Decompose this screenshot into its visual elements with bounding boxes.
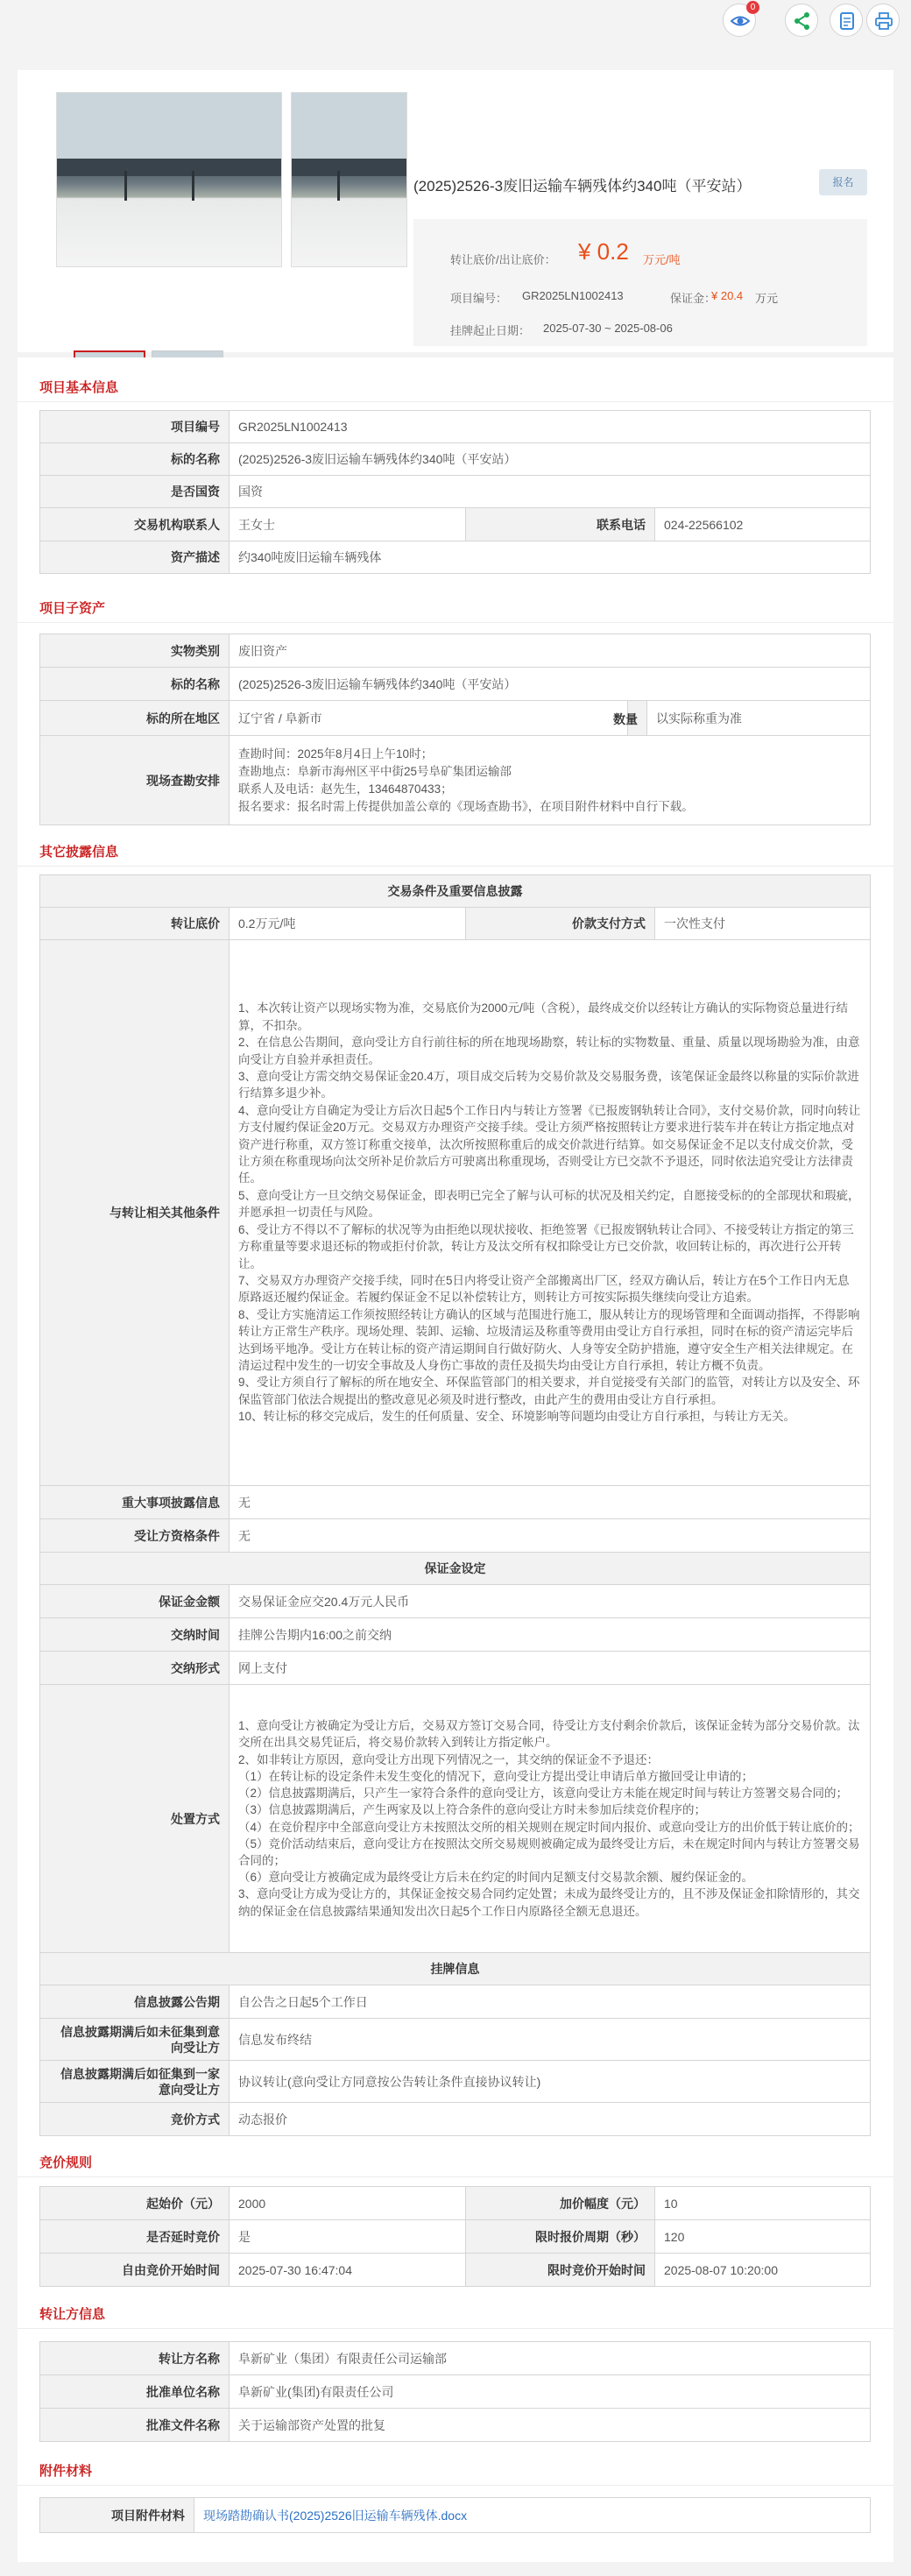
seller-name-key: 转让方名称	[40, 2342, 230, 2375]
period-value-cell: 自公告之日起5个工作日	[230, 1985, 871, 2019]
section-title-attach: 附件材料	[39, 2464, 93, 2479]
block-title-deposit: 保证金设定	[40, 1553, 871, 1585]
limit-start-key: 限时竞价开始时间	[466, 2254, 655, 2287]
period-value: 2025-07-30 ~ 2025-08-06	[543, 322, 673, 335]
quantity-key: 数量	[613, 712, 638, 726]
onebuyer-key: 信息披露期满后如征集到一家意向受让方	[40, 2061, 230, 2103]
condition-line: 1、本次转让资产以现场实物为准，交易底价为2000元/吨（含税），最终成交价以经转让方确认的实际物资总量进行结算，不扣杂。	[238, 1001, 849, 1032]
handle-line: （3）信息披露期满后，产生两家及以上符合条件的意向受让方时未参加后续竞价程序的；	[238, 1803, 707, 1817]
condition-line: 4、意向受让方自确定为受让方后次日起5个工作日内与转让方签署《已报废钢轨转让合同》，支付交易价款，同时向转让方支付履约保证金20万元。交易双方办理资产交接手续。受让方须严格按照转让方要求进行装车并在转让方指定地点对资产进行称重，双方签订称重交接单，汰次所按照称重后的成交价款进行结算。如交易保证金不足以支付成交价款，受让方须在称重现场向汰交所补足价款后方可驶离出称重现场，否则受让方已交款不予退还，同时依法追究受让方法律责任。	[238, 1103, 861, 1185]
pay-key: 价款支付方式	[466, 908, 655, 940]
handle-key: 处置方式	[40, 1685, 230, 1953]
print-button[interactable]	[866, 4, 900, 37]
share-icon	[793, 11, 812, 31]
location-key: 标的所在地区	[40, 701, 230, 736]
major-value: 无	[230, 1486, 871, 1519]
share-button[interactable]	[785, 4, 818, 37]
project-header-card	[18, 70, 893, 352]
free-start-key: 自由竞价开始时间	[40, 2254, 230, 2287]
attachment-table	[39, 2497, 871, 2533]
name-value: (2025)2526-3废旧运输车辆残体约340吨（平安站）	[230, 668, 871, 701]
code-label: 项目编号：	[450, 292, 508, 305]
section-title-seller: 转让方信息	[39, 2307, 106, 2322]
condition-line: 2、在信息公告期间，意向受让方自行前往标的所在地现场勘察，转让标的实物数量、重量、质量以现场勘验为准，由意向受让方自验并承担责任。	[238, 1036, 860, 1066]
deposit-unit: 万元	[755, 292, 779, 305]
amount-key: 保证金金额	[40, 1585, 230, 1618]
eye-icon	[731, 11, 750, 31]
section-title-other: 其它披露信息	[39, 845, 119, 860]
deposit-value: ¥ 20.4	[711, 289, 744, 302]
code-value: GR2025LN1002413	[522, 289, 624, 302]
type-value: 废旧资产	[230, 634, 871, 668]
top-toolbar	[723, 0, 898, 42]
bid-rules-table	[39, 2186, 871, 2287]
conditions-key: 与转让相关其他条件	[40, 940, 230, 1486]
period-label: 挂牌起止日期：	[450, 324, 531, 337]
visit-line: 联系人及电话：赵先生，13464870433；	[238, 782, 453, 796]
visit-value	[230, 736, 871, 825]
nobuyer-value: 信息发布终结	[230, 2019, 871, 2061]
section-title-bid: 竞价规则	[39, 2155, 93, 2170]
handle-line: （2）信息披露期满后，只产生一家符合条件的意向受让方，该意向受让方未能在规定时间与转让方签署交易合同的；	[238, 1787, 849, 1801]
visit-line: 查勘地点：阜新市海州区平中街25号阜矿集团运输部	[238, 764, 512, 778]
time-key: 交纳时间	[40, 1618, 230, 1652]
start-value: 2000	[230, 2187, 466, 2220]
other-info-table	[39, 874, 871, 2136]
side-photo[interactable]	[291, 92, 407, 267]
approve-key: 批准单位名称	[40, 2375, 230, 2409]
limit-key: 限时报价周期（秒）	[466, 2220, 655, 2254]
start-key: 起始价（元）	[40, 2187, 230, 2220]
condition-line: 3、意向受让方需交纳交易保证金20.4万，项目成交后转为交易价款及交易服务费，该笔保证金最终以称量的实际价款进行结算多退少补。	[238, 1070, 859, 1100]
basic-value: (2025)2526-3废旧运输车辆残体约340吨（平安站）	[230, 443, 871, 476]
price-key: 转让底价	[40, 908, 230, 940]
contact-value: 王女士	[230, 508, 466, 541]
document-button[interactable]	[830, 4, 863, 37]
approve-value: 阜新矿业(集团)有限责任公司	[230, 2375, 871, 2409]
location-value: 辽宁省 / 阜新市	[230, 701, 628, 736]
condition-line: 6、受让方不得以不了解标的状况等为由拒绝以现状接收、拒绝签署《已报废钢轨转让合同》、不接受转让方指定的第三方称重量等要求退还标的物或拒付价款，转让方及汰交所有权扣除受让方已交价款，收回转让标的，再次进行公开转让。	[238, 1222, 854, 1270]
time-value: 挂牌公告期内16:00之前交纳	[230, 1618, 871, 1652]
handle-line: （4）在竞价程序中全部意向受让方未按照汰交所的相关规则在规定时间内报价、或意向受让方的出价低于转让底价的；	[238, 1820, 860, 1834]
visit-line: 报名要求：报名时需上传提供加盖公章的《现场查勘书》，在项目附件材料中自行下载。	[238, 799, 694, 813]
nobuyer-key: 信息披露期满后如未征集到意向受让方	[40, 2019, 230, 2061]
major-key: 重大事项披露信息	[40, 1486, 230, 1519]
document-icon	[837, 11, 857, 31]
buyer-key: 受让方资格条件	[40, 1519, 230, 1553]
signup-button[interactable]: 报名	[819, 169, 867, 195]
basic-value: 国资	[230, 476, 871, 508]
basic-key: 项目编号	[40, 411, 230, 443]
quantity-value: 以实际称重为准	[647, 701, 871, 736]
condition-line: 8、受让方实施清运工作须按照经转让方确认的区域与范围进行施工，服从转让方的现场管理和全面调动指挥，不得影响转让方正常生产秩序。现场处理、装卸、运输、垃圾清运及称重等费用由受让方自行承担，同时在标的资产清运完毕后达到场平地净。受让方在转让标的资产清运期间自行做好防火、人身等安全防护措施，遵守安全生产相关法律规定。在清运过程中发生的一切安全事故及人身伤亡事故的责任及损失均由受让方自行承担，转让方概不负责。	[238, 1307, 860, 1372]
name-key: 标的名称	[40, 668, 230, 701]
condition-line: 7、交易双方办理资产交接手续，同时在5日内将受让资产全部搬离出厂区，经双方确认后，转让方在5个工作日内无息原路返还履约保证金。若履约保证金不足以补偿转让方，则转让方可按实际损失继续向受让方追索。	[238, 1273, 850, 1305]
pay-value: 一次性支付	[655, 908, 871, 940]
basic-value: GR2025LN1002413	[230, 411, 871, 443]
handle-value	[230, 1685, 871, 1953]
step-value: 10	[655, 2187, 871, 2220]
form-key: 交纳形式	[40, 1652, 230, 1685]
period-key: 信息披露公告期	[40, 1985, 230, 2019]
free-start-value: 2025-07-30 16:47:04	[230, 2254, 466, 2287]
block-title-listing: 挂牌信息	[40, 1953, 871, 1985]
desc-value: 约340吨废旧运输车辆残体	[230, 541, 871, 574]
method-value: 动态报价	[230, 2103, 871, 2136]
attachment-link[interactable]: 现场踏勘确认书(2025)2526旧运输车辆残体.docx	[203, 2508, 468, 2523]
price-cell: 0.2万元/吨	[230, 908, 466, 940]
condition-line: 5、意向受让方一旦交纳交易保证金，即表明已完全了解与认可标的状况及相关约定，自愿接受标的的全部现状和瑕疵，并愿承担一切责任与风险。	[238, 1188, 860, 1220]
seller-name-value: 阜新矿业（集团）有限责任公司运输部	[230, 2342, 871, 2375]
main-photo[interactable]	[56, 92, 282, 267]
handle-line: 1、意向受让方被确定为受让方后，交易双方签订交易合同，待受让方支付剩余价款后，该保证金转为部分交易价款。汰交所在出具交易凭证后，将交易价款转入到转让方指定帐户。	[238, 1719, 860, 1750]
visit-line: 查勘时间：2025年8月4日上午10时；	[238, 747, 434, 761]
handle-line: 3、意向受让方成为受让方的，其保证金按交易合同约定处置；未成为最终受让方的，且不涉及保证金扣除情形的，其交纳的保证金在信息披露结果通知发出次日起5个工作日内原路径全额无息退还。	[238, 1887, 860, 1918]
print-icon	[874, 11, 893, 31]
desc-key: 资产描述	[40, 541, 230, 574]
condition-line: 10、转让标的移交完成后，发生的任何质量、安全、环境影响等问题均由受让方自行承担，与转让方无关。	[238, 1410, 796, 1424]
price-value: ¥ 0.2	[578, 238, 629, 265]
contact-key: 交易机构联系人	[40, 508, 230, 541]
visit-key: 现场查勘安排	[40, 736, 230, 825]
type-key: 实物类别	[40, 634, 230, 668]
handle-line: （1）在转让标的设定条件未发生变化的情况下，意向受让方提出受让申请后单方撤回受让申请的；	[238, 1769, 754, 1783]
condition-line: 9、受让方须自行了解标的所在地安全、环保监管部门的相关要求，并自觉接受有关部门的监管，对转让方以及安全、环保监管部门依法合规提出的整改意见必须及时进行整改，由此产生的费用由受让方自行承担。	[238, 1376, 860, 1406]
price-unit: 万元/吨	[643, 253, 681, 266]
project-title: (2025)2526-3废旧运输车辆残体约340吨（平安站）	[413, 178, 752, 195]
handle-line: （6）意向受让方被确定成为最终受让方后未在约定的时间内足额支付交易款余额、履约保证金的。	[238, 1871, 754, 1885]
seller-table	[39, 2341, 871, 2442]
block-title-conditions: 交易条件及重要信息披露	[40, 875, 871, 908]
method-key: 竞价方式	[40, 2103, 230, 2136]
sub-asset-table	[39, 633, 871, 825]
section-title-basic: 项目基本信息	[39, 380, 119, 395]
limit-start-value: 2025-08-07 10:20:00	[655, 2254, 871, 2287]
step-key: 加价幅度（元）	[466, 2187, 655, 2220]
delay-value: 是	[230, 2220, 466, 2254]
onebuyer-value: 协议转让(意向受让方同意按公告转让条件直接协议转让)	[230, 2061, 871, 2103]
watch-eye-button[interactable]	[723, 4, 756, 37]
limit-value: 120	[655, 2220, 871, 2254]
delay-key: 是否延时竞价	[40, 2220, 230, 2254]
notification-badge: 0	[746, 1, 759, 14]
price-label: 转让底价/出让底价：	[450, 253, 556, 266]
price-summary-box	[413, 219, 867, 346]
deposit-label: 保证金：	[670, 292, 717, 305]
form-value: 网上支付	[230, 1652, 871, 1685]
section-title-sub: 项目子资产	[39, 601, 106, 616]
phone-value: 024-22566102	[655, 508, 871, 541]
conditions-value	[230, 940, 871, 1486]
attach-key: 项目附件材料	[40, 2498, 194, 2533]
handle-line: （5）竞价活动结束后，意向受让方在按照汰交所交易规则被确定成为最终受让方后，未在规定时间内与转让方签署交易合同的；	[238, 1836, 860, 1867]
basic-key: 是否国资	[40, 476, 230, 508]
phone-key: 联系电话	[466, 508, 655, 541]
amount-value: 交易保证金应交20.4万元人民币	[230, 1585, 871, 1618]
basic-key: 标的名称	[40, 443, 230, 476]
doc-value: 关于运输部资产处置的批复	[230, 2409, 871, 2442]
handle-line: 2、如非转让方原因，意向受让方出现下列情况之一，其交纳的保证金不予退还：	[238, 1752, 660, 1766]
doc-key: 批准文件名称	[40, 2409, 230, 2442]
buyer-value: 无	[230, 1519, 871, 1553]
basic-info-table	[39, 410, 871, 574]
